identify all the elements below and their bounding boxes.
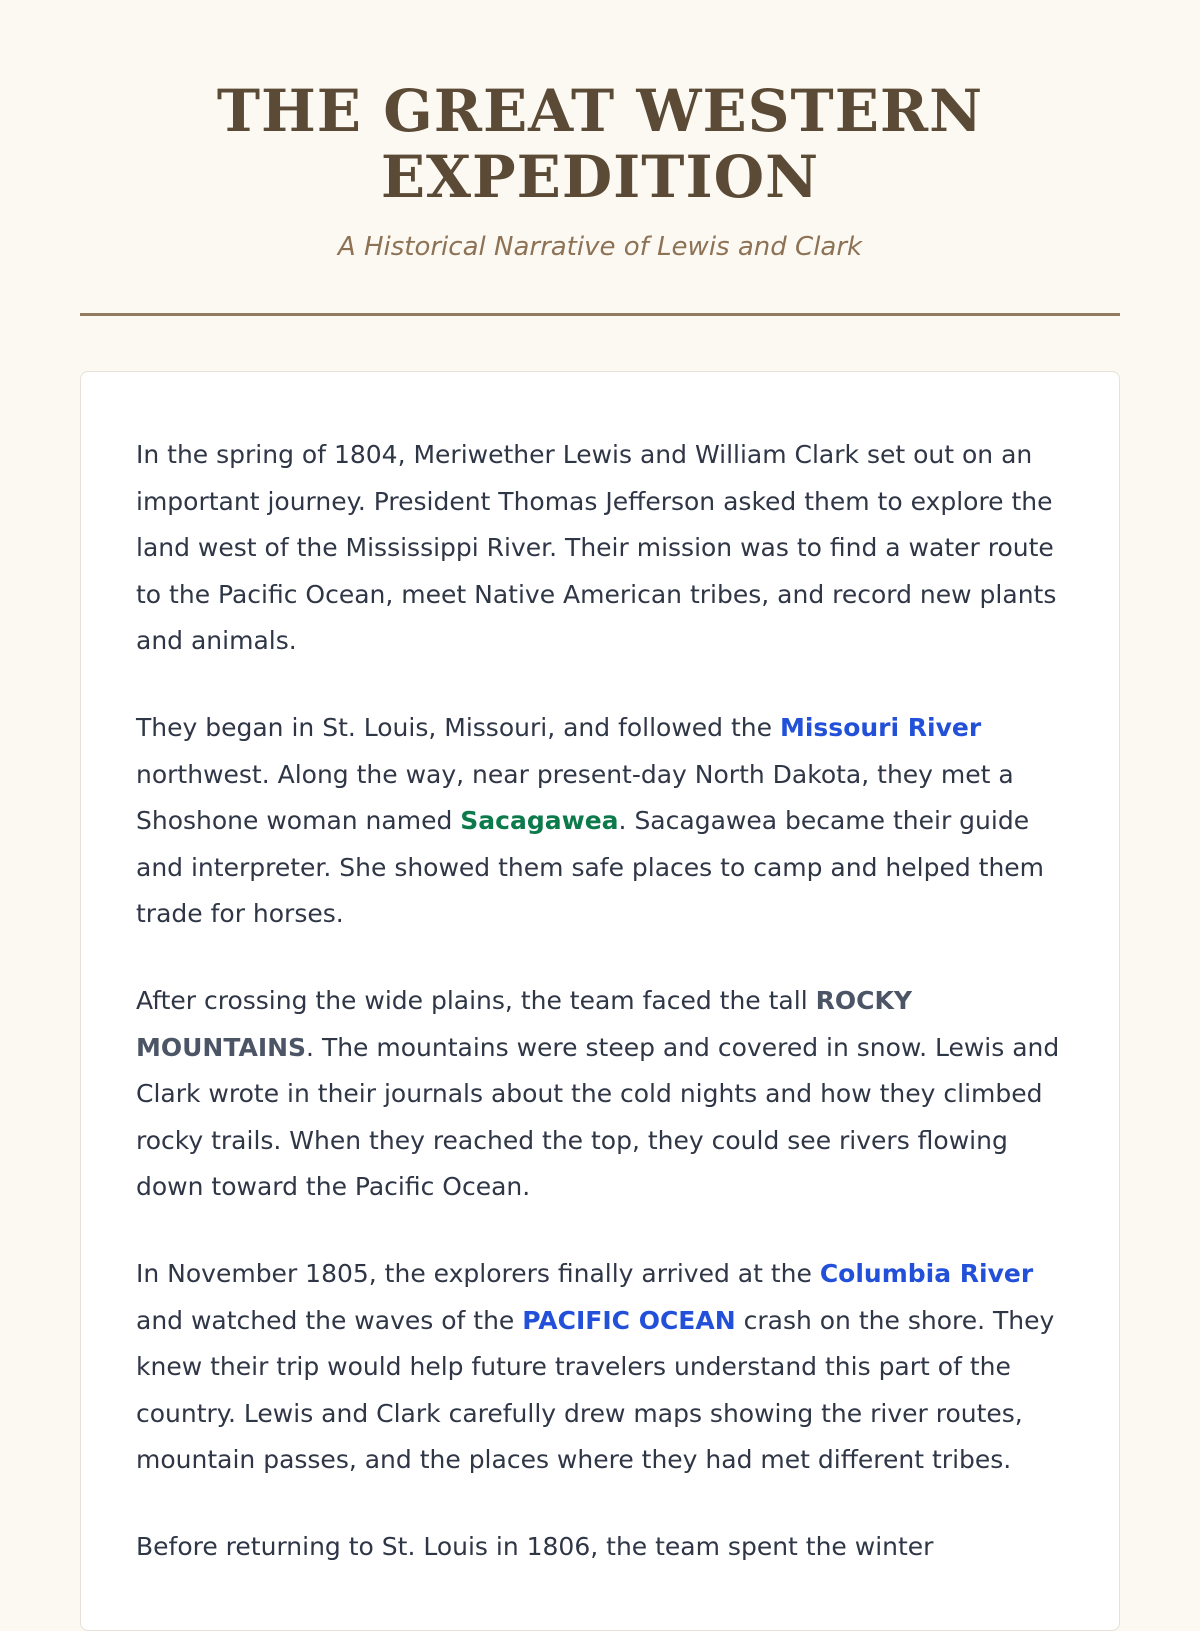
header-divider [80, 313, 1120, 316]
paragraph-1: In the spring of 1804, Meriwether Lewis and William Clark set out on an important journey. President Thomas Jefferson asked them to explore the land west of the Mississippi River. Their mission was to find a water route to the Pacific Ocean, meet Native American tribes, and record new plants and animals. [136, 440, 1057, 656]
paragraph-2-text-2: northwest. Along the way, near present-day North Dakota, they met a Shoshone woman named [136, 759, 1014, 836]
paragraph-3-text-1: After crossing the wide plains, the team faced the tall [136, 985, 816, 1015]
narrative-card [80, 371, 1120, 1631]
paragraph-2-text-3: . Sacagawea became their guide and interpreter. She showed them safe places to camp and helped them trade for horses. [136, 806, 1045, 929]
columbia-river-highlight: Columbia River [819, 1258, 1034, 1288]
page-header [80, 78, 1120, 264]
paragraph-5: Before returning to St. Louis in 1806, the team spent the winter [136, 1531, 934, 1561]
page-title: THE GREAT WESTERN EXPEDITION [216, 77, 984, 211]
paragraph-3 [136, 978, 1065, 1211]
page-subtitle: A Historical Narrative of Lewis and Clark [337, 232, 863, 262]
missouri-river-highlight: Missouri River [779, 712, 982, 742]
paragraph-3-text-2: . The mountains were steep and covered in snow. Lewis and Clark wrote in their journals about the cold nights and how they climbed rocky trails. When they reached the top, they could see rivers flowing down toward the Pacific Ocean. [136, 1032, 1060, 1202]
paragraph-2-text-1: They began in St. Louis, Missouri, and followed the [136, 712, 780, 742]
sacagawea-highlight: Sacagawea [460, 806, 619, 836]
pacific-ocean-highlight: PACIFIC OCEAN [522, 1305, 736, 1335]
paragraph-4 [136, 1251, 1065, 1484]
rocky-mountains-highlight: ROCKY MOUNTAINS [136, 985, 912, 1062]
paragraph-4-text-3: crash on the shore. They knew their trip would help future travelers understand this part of the country. Lewis and Clark carefully drew maps showing the river routes, mountain passes, and the places where they had met different tribes. [136, 1305, 1055, 1475]
paragraph-4-text-2: and watched the waves of the [136, 1305, 523, 1335]
paragraph-4-text-1: In November 1805, the explorers finally arrived at the [136, 1258, 820, 1288]
paragraph-2 [136, 705, 1065, 938]
